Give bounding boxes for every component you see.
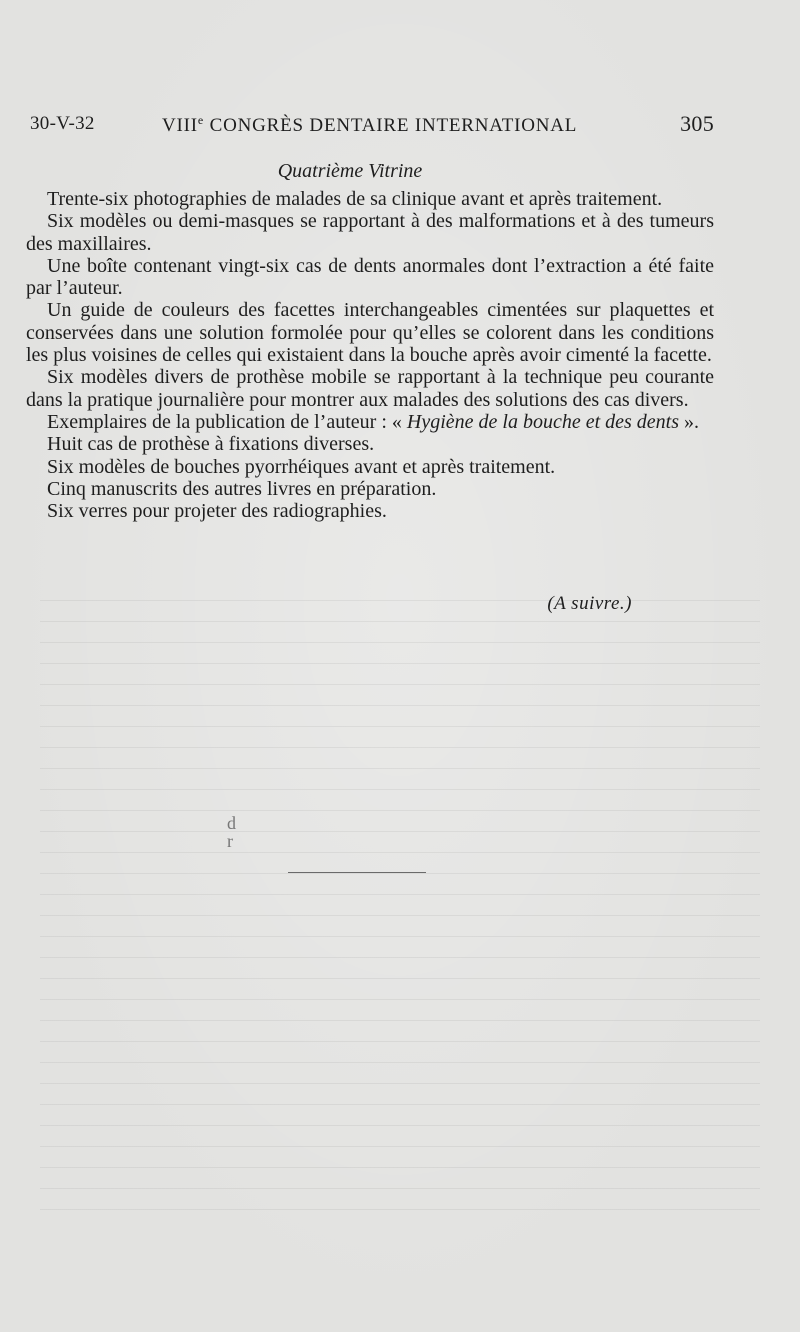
list-item: Cinq manuscrits des autres livres en préparation. xyxy=(47,477,437,500)
paragraph: Six modèles divers de prothèse mobile se rapportant à la technique peu courante dans la pratique journalière pour montrer aux malades des solutions des cas divers. xyxy=(26,366,714,411)
stray-mark-top: d xyxy=(227,813,236,833)
publication-paragraph xyxy=(26,411,714,433)
paragraph: Un guide de couleurs des facettes interchangeables cimentées sur plaquettes et conservées dans une solution formolée pour qu’elles se colorent dans les conditions les plus voisines de celles qui existaient dans la bouche après avoir cimenté la facette. xyxy=(26,299,714,367)
paragraph: Six modèles ou demi-masques se rapportant à des malformations et à des tumeurs des maxillaires. xyxy=(26,210,714,255)
show-through-texture xyxy=(40,600,760,1220)
separator-rule xyxy=(288,872,426,873)
list-item: Huit cas de prothèse à fixations diverses. xyxy=(47,433,375,456)
paragraph: Une boîte contenant vingt-six cas de dents anormales dont l’extraction a été faite par l’auteur. xyxy=(26,254,714,300)
publication-tail: ». xyxy=(679,410,700,433)
to-be-continued-note: (A suivre.) xyxy=(547,593,632,614)
list-item: Six modèles de bouches pyorrhéiques avant et après traitement. xyxy=(47,455,556,478)
stray-print-marks xyxy=(227,814,236,850)
header-title-rest: CONGRÈS DENTAIRE INTERNATIONAL xyxy=(204,115,578,136)
body-text xyxy=(26,188,714,522)
list-item: Six verres pour projeter des radiographies. xyxy=(47,500,387,523)
publication-lead: Exemplaires de la publication de l’auteur : « xyxy=(47,410,407,433)
publication-title: Hygiène de la bouche et des dents xyxy=(406,410,680,433)
header-date: 30-V-32 xyxy=(30,113,95,134)
header-title-superscript: e xyxy=(197,113,205,127)
running-head xyxy=(30,113,714,143)
page-number: 305 xyxy=(680,111,714,136)
header-title-roman: VIII xyxy=(162,115,198,136)
header-title xyxy=(162,113,577,137)
paragraph: Trente-six photographies de malades de sa clinique avant et après traitement. xyxy=(47,188,663,210)
section-title: Quatrième Vitrine xyxy=(277,160,423,182)
stray-mark-bottom: r xyxy=(227,831,233,851)
